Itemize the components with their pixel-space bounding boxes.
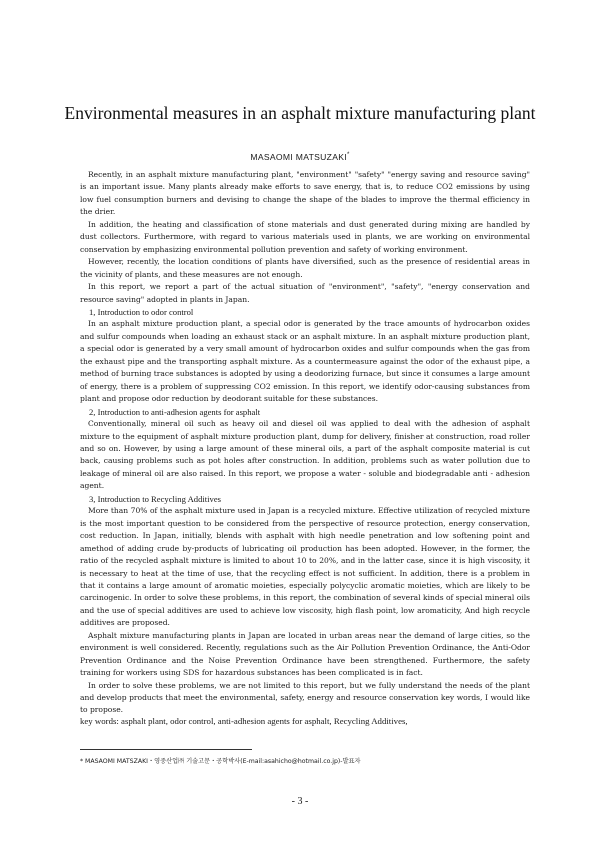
intro-paragraph: However, recently, the location conditions of plants have diversified, such as the presence of residential areas in the vicinity of plants, and these measures are not enough. [80, 257, 530, 279]
section-paragraph: Asphalt mixture manufacturing plants in Japan are located in urban areas near the demand of large cities, so the environment is well considered. Recently, regulations such as the Air Pollution Prevention Ordinance, the Anti-Odor Prevention Ordinance and the Noise Prevention Ordinance have been strengthened. Furthermore, the safety training for workers using SDS for hazardous substances has been complicated is in fact. [80, 630, 530, 678]
intro-paragraph: In addition, the heating and classification of stone materials and dust generated during mixing are handled by dust collectors. Furthermore, with regard to various materials used in plants, we are working on environmental conservation by emphasizing environmental pollution prevention and safety of working environment. [80, 219, 530, 254]
paper-body [80, 169, 530, 717]
paper-title: Environmental measures in an asphalt mixture manufacturing plant [64, 103, 536, 123]
section-heading-recycling-additives: 3, Introduction to Recycling Additives [89, 493, 221, 504]
intro-paragraph: In this report, we report a part of the actual situation of "environment", "safety", "energy conservation and resource saving" adopted in plants in Japan. [80, 282, 530, 304]
section-paragraph: In an asphalt mixture production plant, a special odor is generated by the trace amounts of hydrocarbon oxides and sulfur compounds when loading an exhaust stack or an asphalt mixture. In an asphalt mixture production plant, a special odor is generated by a very small amount of hydrocarbon oxides and sulfur compounds when the gas from the exhaust pipe and the transporting asphalt mixture. As a countermeasure against the odor of the exhaust pipe, a method of burning trace substances is adopted by using a deodorizing furnace, but since it consumes a large amount of energy, there is a problem of suppressing CO2 emission. In this report, we identify odor-causing substances from plant and propose odor reduction by deodorant suitable for these substances. [80, 319, 530, 404]
footnote-divider [80, 749, 252, 750]
intro-paragraph: Recently, in an asphalt mixture manufacturing plant, "environment" "safety" "energy saving and resource saving" is an important issue. Many plants already make efforts to save energy, that is, to reduce CO2 emissions by using low fuel consumption burners and devising to change the shape of the blades to improve the thermal efficiency in the drier. [80, 170, 530, 217]
page-number: - 3 - [291, 796, 309, 807]
author-name: MASAOMI MATSUZAKI [250, 152, 347, 162]
section-paragraph: Conventionally, mineral oil such as heavy oil and diesel oil was applied to deal with the adhesion of asphalt mixture to the equipment of asphalt mixture production plant, dump for delivery, finisher at construction, road roller and so on. However, by using a large amount of these mineral oils, a part of the asphalt composite material is cut back, causing problems such as pot holes after construction. In addition, problems such as water pollution due to leakage of mineral oil are also raised. In this report, we propose a water - soluble and biodegradable anti - adhesion agent. [80, 419, 530, 491]
section-heading-odor-control: 1, Introduction to odor control [89, 306, 194, 317]
keywords-line: key words: asphalt plant, odor control, anti-adhesion agents for asphalt, Recycling Additives, [80, 716, 408, 726]
section-paragraph: More than 70% of the asphalt mixture used in Japan is a recycled mixture. Effective utilization of recycled mixture is the most important question to be considered from the perspective of resource protection, energy conservation, cost reduction. In Japan, initially, blends with asphalt with high needle penetration and low softening point and amethod of adding crude by-products of lubricating oil production has been adopted. However, in the former, the ratio of the recycled asphalt mixture is limited to about 10 to 20%, and in the latter case, since it is high viscosity, it is necessary to heat at the time of use, that the recycling effect is not sufficient. In addition, there is a problem in that it contains a large amount of aromatic moieties, especially polycyclic aromatic moieties, which are likely to be carcinogenic. In order to solve these problems, in this report, the combination of several kinds of special mineral oils and the use of special additives are used to achieve low viscosity, high flash point, low aromaticity, And high recycle additives are proposed. [80, 506, 530, 628]
author-mark: * [346, 152, 350, 159]
author-footnote: * MASAOMI MATSZAKI・영중산업㈜ 기술고문・공학박사(E-mail:asahicho@hotmail.co.jp)-발표자 [80, 758, 361, 765]
section-heading-anti-adhesion: 2, Introduction to anti-adhesion agents for asphalt [89, 406, 261, 417]
author-line [40, 152, 560, 162]
section-paragraph: In order to solve these problems, we are not limited to this report, but we fully understand the needs of the plant and develop products that meet the environmental, safety, energy and resource conservation key words, I would like to propose. [80, 680, 530, 715]
